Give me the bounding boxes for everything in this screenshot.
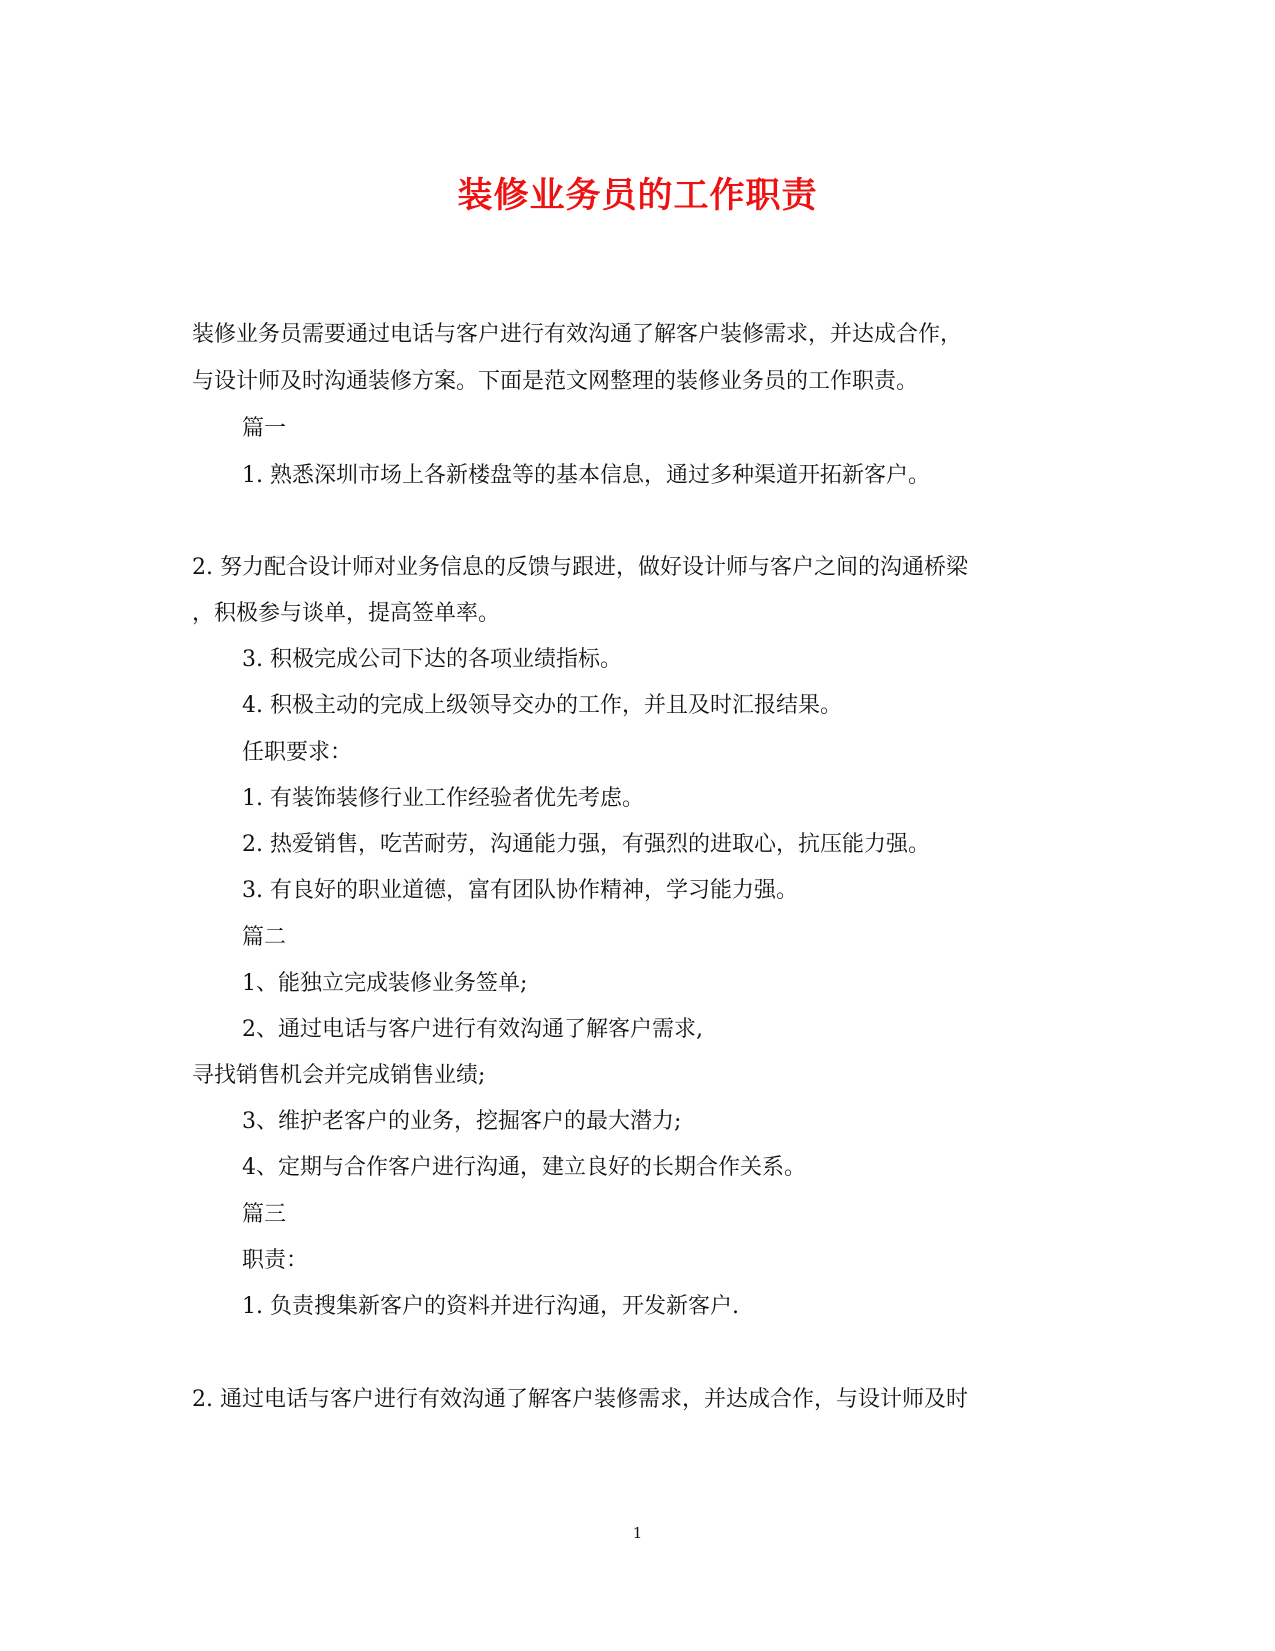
document-title: 装修业务员的工作职责 (457, 175, 818, 216)
list-item: 1、能独立完成装修业务签单; (242, 971, 528, 996)
section-heading: 篇三 (242, 1202, 287, 1227)
list-item: 4. 积极主动的完成上级领导交办的工作，并且及时汇报结果。 (242, 693, 842, 718)
section-heading: 篇一 (242, 416, 287, 441)
section-heading: 任职要求： (242, 740, 353, 765)
list-item-continuation: ，积极参与谈单，提高签单率。 (192, 601, 501, 626)
body-line: 装修业务员需要通过电话与客户进行有效沟通了解客户装修需求，并达成合作， (192, 322, 963, 347)
list-item: 1. 有装饰装修行业工作经验者优先考虑。 (242, 786, 644, 811)
list-item: 1. 熟悉深圳市场上各新楼盘等的基本信息，通过多种渠道开拓新客户。 (242, 463, 930, 488)
list-item-continuation: 寻找销售机会并完成销售业绩; (192, 1063, 486, 1088)
list-item: 2. 努力配合设计师对业务信息的反馈与跟进，做好设计师与客户之间的沟通桥梁 (192, 555, 968, 580)
list-item: 2. 热爱销售，吃苦耐劳，沟通能力强，有强烈的进取心，抗压能力强。 (242, 832, 930, 857)
list-item: 2. 通过电话与客户进行有效沟通了解客户装修需求，并达成合作，与设计师及时 (192, 1387, 968, 1412)
list-item: 3. 有良好的职业道德，富有团队协作精神，学习能力强。 (242, 878, 798, 903)
list-item: 1. 负责搜集新客户的资料并进行沟通，开发新客户. (242, 1294, 739, 1319)
list-item: 3、维护老客户的业务，挖掘客户的最大潜力; (242, 1109, 682, 1134)
list-item: 4、定期与合作客户进行沟通，建立良好的长期合作关系。 (242, 1155, 806, 1180)
list-item: 2、通过电话与客户进行有效沟通了解客户需求, (242, 1017, 703, 1042)
section-heading: 篇二 (242, 925, 287, 950)
body-line: 与设计师及时沟通装修方案。下面是范文网整理的装修业务员的工作职责。 (192, 369, 919, 394)
section-heading: 职责： (242, 1248, 309, 1273)
list-item: 3. 积极完成公司下达的各项业绩指标。 (242, 647, 622, 672)
page-number: 1 (632, 1524, 643, 1542)
